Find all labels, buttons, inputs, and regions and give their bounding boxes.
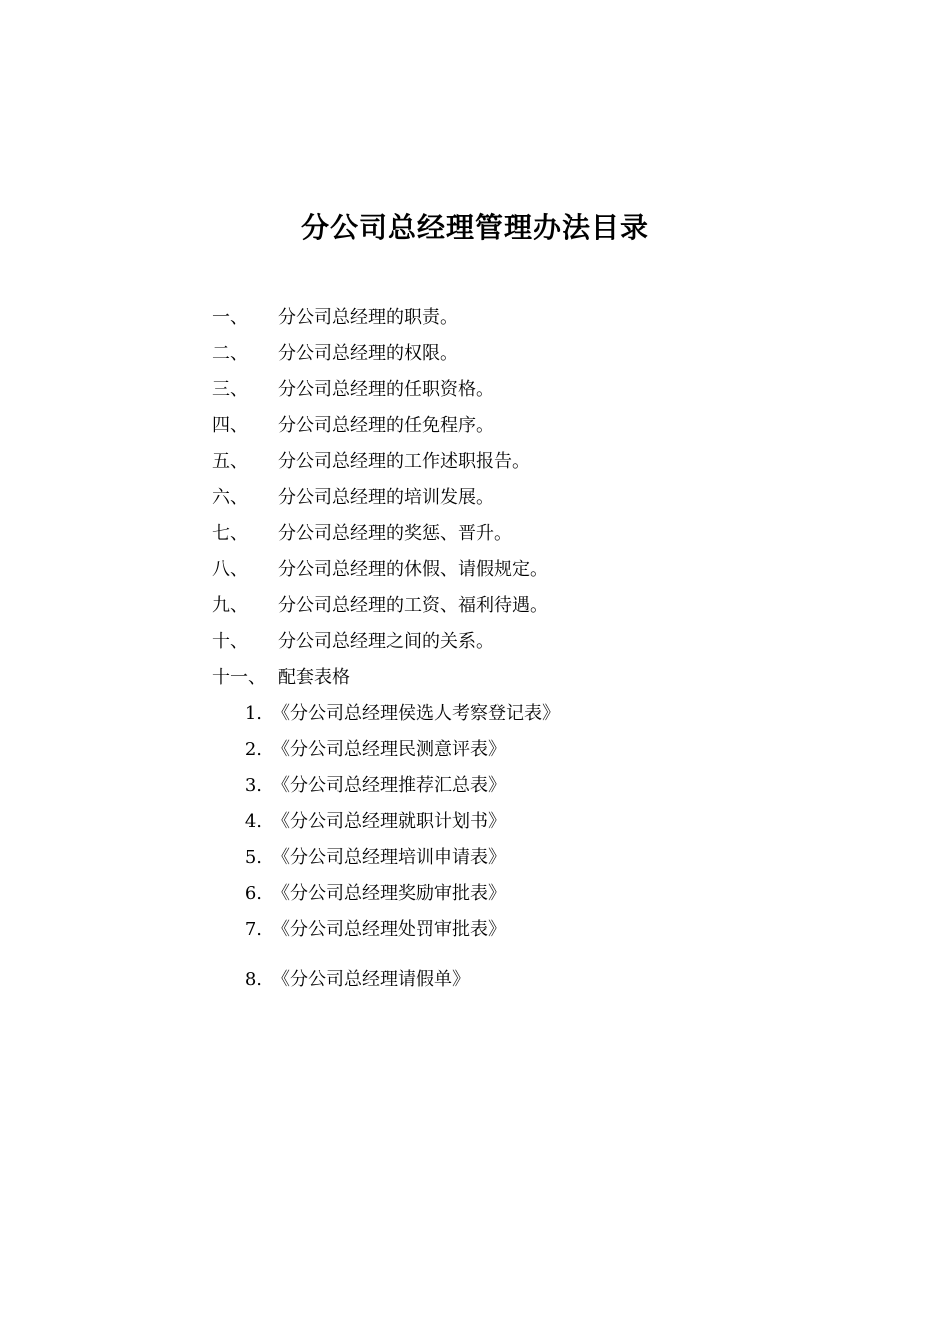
toc-item-text: 分公司总经理的任免程序。 bbox=[278, 415, 494, 436]
form-item-number: 8. bbox=[244, 969, 262, 990]
toc-item-9 bbox=[212, 588, 772, 624]
form-item-7 bbox=[212, 912, 772, 948]
toc-item-text: 分公司总经理的休假、请假规定。 bbox=[278, 559, 548, 580]
toc-item-3 bbox=[212, 372, 772, 408]
form-item-number: 6. bbox=[244, 883, 262, 904]
toc-item-2 bbox=[212, 336, 772, 372]
form-item-3 bbox=[212, 768, 772, 804]
form-item-8 bbox=[212, 962, 772, 998]
form-item-text: 《分公司总经理培训申请表》 bbox=[272, 847, 506, 868]
form-item-number: 4. bbox=[244, 811, 262, 832]
form-item-text: 《分公司总经理推荐汇总表》 bbox=[272, 775, 506, 796]
toc-item-number: 七、 bbox=[212, 523, 248, 544]
form-item-6 bbox=[212, 876, 772, 912]
toc-item-number: 十一、 bbox=[212, 667, 266, 688]
form-item-number: 3. bbox=[244, 775, 262, 796]
toc-item-4 bbox=[212, 408, 772, 444]
form-item-number: 5. bbox=[244, 847, 262, 868]
form-item-text: 《分公司总经理民测意评表》 bbox=[272, 739, 506, 760]
form-item-1 bbox=[212, 696, 772, 732]
toc-item-6 bbox=[212, 480, 772, 516]
toc-item-text: 配套表格 bbox=[278, 667, 350, 688]
toc-item-7 bbox=[212, 516, 772, 552]
toc-item-number: 九、 bbox=[212, 595, 248, 616]
toc-item-text: 分公司总经理的培训发展。 bbox=[278, 487, 494, 508]
page-title: 分公司总经理管理办法目录 bbox=[300, 211, 649, 244]
form-item-4 bbox=[212, 804, 772, 840]
toc-item-11 bbox=[212, 660, 772, 696]
form-item-5 bbox=[212, 840, 772, 876]
toc-item-number: 四、 bbox=[212, 415, 248, 436]
toc-item-number: 五、 bbox=[212, 451, 248, 472]
toc-item-5 bbox=[212, 444, 772, 480]
toc-item-number: 一、 bbox=[212, 307, 248, 328]
form-item-number: 7. bbox=[244, 919, 262, 940]
toc-item-text: 分公司总经理的工作述职报告。 bbox=[278, 451, 530, 472]
toc-item-8 bbox=[212, 552, 772, 588]
spacer bbox=[212, 948, 772, 962]
table-of-contents bbox=[212, 300, 772, 998]
toc-item-10 bbox=[212, 624, 772, 660]
toc-item-number: 二、 bbox=[212, 343, 248, 364]
form-item-text: 《分公司总经理就职计划书》 bbox=[272, 811, 506, 832]
toc-item-text: 分公司总经理的任职资格。 bbox=[278, 379, 494, 400]
form-item-number: 2. bbox=[244, 739, 262, 760]
toc-item-text: 分公司总经理之间的关系。 bbox=[278, 631, 494, 652]
toc-item-number: 六、 bbox=[212, 487, 248, 508]
form-item-text: 《分公司总经理请假单》 bbox=[272, 969, 470, 990]
form-item-2 bbox=[212, 732, 772, 768]
form-item-text: 《分公司总经理奖励审批表》 bbox=[272, 883, 506, 904]
form-item-number: 1. bbox=[244, 703, 262, 724]
toc-item-text: 分公司总经理的权限。 bbox=[278, 343, 458, 364]
toc-item-text: 分公司总经理的职责。 bbox=[278, 307, 458, 328]
toc-item-number: 三、 bbox=[212, 379, 248, 400]
form-item-text: 《分公司总经理处罚审批表》 bbox=[272, 919, 506, 940]
toc-item-number: 八、 bbox=[212, 559, 248, 580]
toc-item-text: 分公司总经理的奖惩、晋升。 bbox=[278, 523, 512, 544]
form-item-text: 《分公司总经理侯选人考察登记表》 bbox=[272, 703, 560, 724]
toc-item-number: 十、 bbox=[212, 631, 248, 652]
toc-item-text: 分公司总经理的工资、福利待遇。 bbox=[278, 595, 548, 616]
toc-item-1 bbox=[212, 300, 772, 336]
